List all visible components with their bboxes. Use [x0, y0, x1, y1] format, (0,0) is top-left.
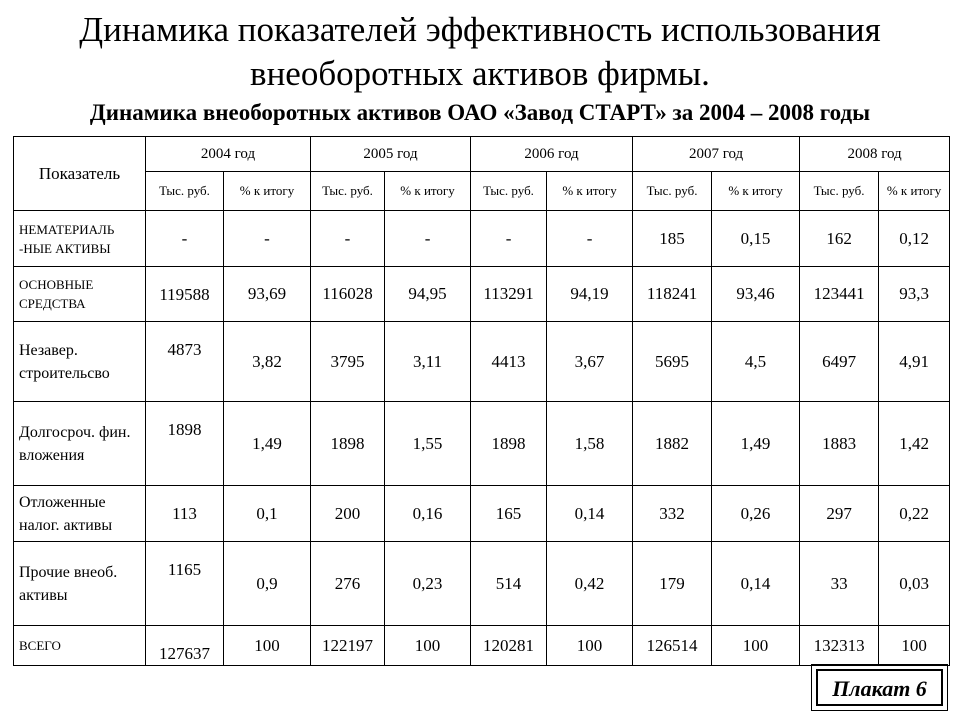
- cell-percent: 0,15: [712, 211, 800, 267]
- cell-percent: 0,03: [879, 542, 950, 626]
- plakat-label: Плакат 6: [816, 669, 943, 706]
- table-row: [14, 267, 950, 322]
- row-label: НЕМАТЕРИАЛЬ -НЫЕ АКТИВЫ: [14, 211, 146, 267]
- cell-thousand-rub: 1898: [471, 402, 547, 486]
- row-label: Незавер. строительсво: [14, 322, 146, 402]
- unit-header-thousand-rub: Тыс. руб.: [471, 172, 547, 211]
- row-label: Отложенные налог. активы: [14, 486, 146, 542]
- year-header: 2004 год: [146, 137, 311, 172]
- cell-percent: 94,95: [385, 267, 471, 322]
- indicator-header: Показатель: [14, 137, 146, 211]
- cell-percent: 1,42: [879, 402, 950, 486]
- cell-thousand-rub: 514: [471, 542, 547, 626]
- unit-header-row: [14, 172, 950, 211]
- cell-percent: 0,9: [224, 542, 311, 626]
- cell-percent: 1,49: [224, 402, 311, 486]
- cell-thousand-rub: -: [311, 211, 385, 267]
- table-row: [14, 626, 950, 666]
- cell-thousand-rub: 4873: [146, 322, 224, 402]
- cell-thousand-rub: 200: [311, 486, 385, 542]
- cell-percent: 93,69: [224, 267, 311, 322]
- cell-thousand-rub: 116028: [311, 267, 385, 322]
- cell-percent: 94,19: [547, 267, 633, 322]
- cell-percent: 100: [712, 626, 800, 666]
- cell-percent: 0,42: [547, 542, 633, 626]
- cell-percent: 0,1: [224, 486, 311, 542]
- cell-thousand-rub: -: [146, 211, 224, 267]
- cell-thousand-rub: 127637: [146, 626, 224, 666]
- cell-thousand-rub: 1898: [311, 402, 385, 486]
- cell-thousand-rub: 5695: [633, 322, 712, 402]
- cell-percent: 1,55: [385, 402, 471, 486]
- cell-thousand-rub: 126514: [633, 626, 712, 666]
- cell-percent: 100: [879, 626, 950, 666]
- year-header: 2008 год: [800, 137, 950, 172]
- table-row: [14, 322, 950, 402]
- year-header: 2006 год: [471, 137, 633, 172]
- cell-thousand-rub: 132313: [800, 626, 879, 666]
- unit-header-percent: % к итогу: [547, 172, 633, 211]
- cell-percent: 0,16: [385, 486, 471, 542]
- row-label: ВСЕГО: [14, 626, 146, 666]
- cell-thousand-rub: 179: [633, 542, 712, 626]
- table-row: [14, 486, 950, 542]
- cell-percent: 0,26: [712, 486, 800, 542]
- cell-percent: -: [385, 211, 471, 267]
- cell-percent: 100: [547, 626, 633, 666]
- cell-thousand-rub: 332: [633, 486, 712, 542]
- cell-thousand-rub: 165: [471, 486, 547, 542]
- cell-percent: 0,22: [879, 486, 950, 542]
- cell-percent: 0,14: [712, 542, 800, 626]
- unit-header-percent: % к итогу: [879, 172, 950, 211]
- cell-percent: 3,11: [385, 322, 471, 402]
- cell-percent: 0,12: [879, 211, 950, 267]
- cell-thousand-rub: 33: [800, 542, 879, 626]
- cell-thousand-rub: 1898: [146, 402, 224, 486]
- cell-thousand-rub: 185: [633, 211, 712, 267]
- cell-percent: 3,82: [224, 322, 311, 402]
- cell-thousand-rub: 3795: [311, 322, 385, 402]
- table-row: [14, 211, 950, 267]
- cell-thousand-rub: 119588: [146, 267, 224, 322]
- unit-header-percent: % к итогу: [224, 172, 311, 211]
- cell-thousand-rub: 4413: [471, 322, 547, 402]
- page-title: Динамика показателей эффективность использования внеоборотных активов фирмы.: [79, 10, 881, 93]
- cell-percent: 0,23: [385, 542, 471, 626]
- cell-percent: 1,49: [712, 402, 800, 486]
- cell-thousand-rub: 113: [146, 486, 224, 542]
- cell-percent: 4,91: [879, 322, 950, 402]
- assets-table: [13, 136, 950, 666]
- cell-percent: -: [547, 211, 633, 267]
- table-row: [14, 402, 950, 486]
- unit-header-thousand-rub: Тыс. руб.: [311, 172, 385, 211]
- cell-thousand-rub: 162: [800, 211, 879, 267]
- cell-percent: 100: [385, 626, 471, 666]
- cell-percent: 3,67: [547, 322, 633, 402]
- year-header: 2005 год: [311, 137, 471, 172]
- year-header-row: [14, 137, 950, 172]
- table-row: [14, 542, 950, 626]
- cell-thousand-rub: 1883: [800, 402, 879, 486]
- cell-percent: 93,46: [712, 267, 800, 322]
- unit-header-percent: % к итогу: [385, 172, 471, 211]
- table-caption: Динамика внеоборотных активов ОАО «Завод СТАРТ» за 2004 – 2008 годы: [89, 100, 871, 125]
- cell-percent: 93,3: [879, 267, 950, 322]
- cell-thousand-rub: 120281: [471, 626, 547, 666]
- cell-thousand-rub: -: [471, 211, 547, 267]
- unit-header-thousand-rub: Тыс. руб.: [800, 172, 879, 211]
- cell-thousand-rub: 122197: [311, 626, 385, 666]
- cell-percent: 4,5: [712, 322, 800, 402]
- unit-header-percent: % к итогу: [712, 172, 800, 211]
- cell-thousand-rub: 118241: [633, 267, 712, 322]
- cell-thousand-rub: 297: [800, 486, 879, 542]
- row-label: Прочие внеоб. активы: [14, 542, 146, 626]
- year-header: 2007 год: [633, 137, 800, 172]
- cell-thousand-rub: 113291: [471, 267, 547, 322]
- cell-thousand-rub: 1882: [633, 402, 712, 486]
- cell-percent: 1,58: [547, 402, 633, 486]
- cell-thousand-rub: 276: [311, 542, 385, 626]
- cell-thousand-rub: 6497: [800, 322, 879, 402]
- plakat-badge: [811, 664, 948, 711]
- unit-header-thousand-rub: Тыс. руб.: [633, 172, 712, 211]
- cell-percent: -: [224, 211, 311, 267]
- row-label: ОСНОВНЫЕ СРЕДСТВА: [14, 267, 146, 322]
- row-label: Долгосроч. фин. вложения: [14, 402, 146, 486]
- unit-header-thousand-rub: Тыс. руб.: [146, 172, 224, 211]
- cell-percent: 100: [224, 626, 311, 666]
- cell-percent: 0,14: [547, 486, 633, 542]
- cell-thousand-rub: 1165: [146, 542, 224, 626]
- cell-thousand-rub: 123441: [800, 267, 879, 322]
